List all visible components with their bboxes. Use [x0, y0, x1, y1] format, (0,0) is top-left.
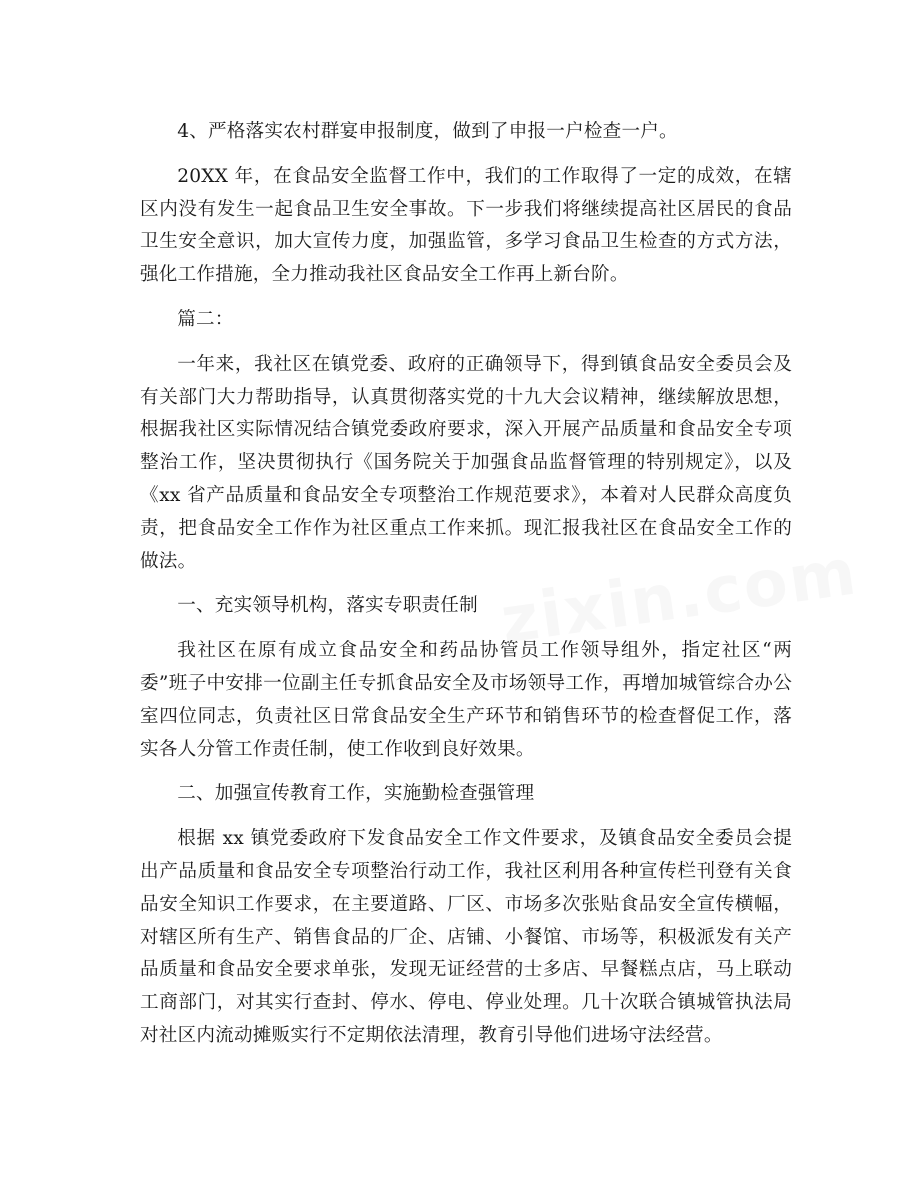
paragraph-5: 根据 xx 镇党委政府下发食品安全工作文件要求，及镇食品安全委员会提出产品质量和食品安全专项整治行动工作，我社区利用各种宣传栏刊登有关食品安全知识工作要求，在主要道路、厂区、市场多次张贴食品安全宣传横幅，对辖区所有生产、销售食品的厂企、店铺、小餐馆、市场等，积极派发有关产品质量和食品安全要求单张，发现无证经营的士多店、早餐糕点店，马上联动工商部门，对其实行查封、停水、停电、停业处理。几十次联合镇城管执法局对社区内流动摊贩实行不定期依法清理，教育引导他们进场守法经营。	[140, 828, 792, 1046]
section-heading-2: 二、加强宣传教育工作，实施勤检查强管理	[177, 783, 535, 805]
section-heading-part-two: 篇二：	[177, 308, 234, 330]
paragraph-1: 4、严格落实农村群宴申报制度，做到了申报一户检查一户。	[177, 121, 678, 142]
paragraph-4: 我社区在原有成立食品安全和药品协管员工作领导组外，指定社区“两委”班子中安排一位副主任专抓食品安全及市场领导工作，再增加城管综合办公室四位同志，负责社区日常食品安全生产环节和销售环节的检查督促工作，落实各人分管工作责任制，使工作收到良好效果。	[140, 640, 792, 760]
section-heading-1: 一、充实领导机构，落实专职责任制	[177, 595, 478, 617]
document-body	[140, 116, 792, 1065]
paragraph-3: 一年来，我社区在镇党委、政府的正确领导下，得到镇食品安全委员会及有关部门大力帮助指导，认真贯彻落实党的十九大会议精神，继续解放思想，根据我社区实际情况结合镇党委政府要求，深入开展产品质量和食品安全专项整治工作，坚决贯彻执行《国务院关于加强食品监督管理的特别规定》，以及《xx 省产品质量和食品安全专项整治工作规范要求》，本着对人民群众高度负责，把食品安全工作作为社区重点工作来抓。现汇报我社区在食品安全工作的做法。	[140, 353, 792, 572]
paragraph-2: 20XX 年，在食品安全监督工作中，我们的工作取得了一定的成效，在辖区内没有发生一起食品卫生安全事故。下一步我们将继续提高社区居民的食品卫生安全意识，加大宣传力度，加强监管，多学习食品卫生检查的方式方法，强化工作措施，全力推动我社区食品安全工作再上新台阶。	[140, 165, 792, 286]
